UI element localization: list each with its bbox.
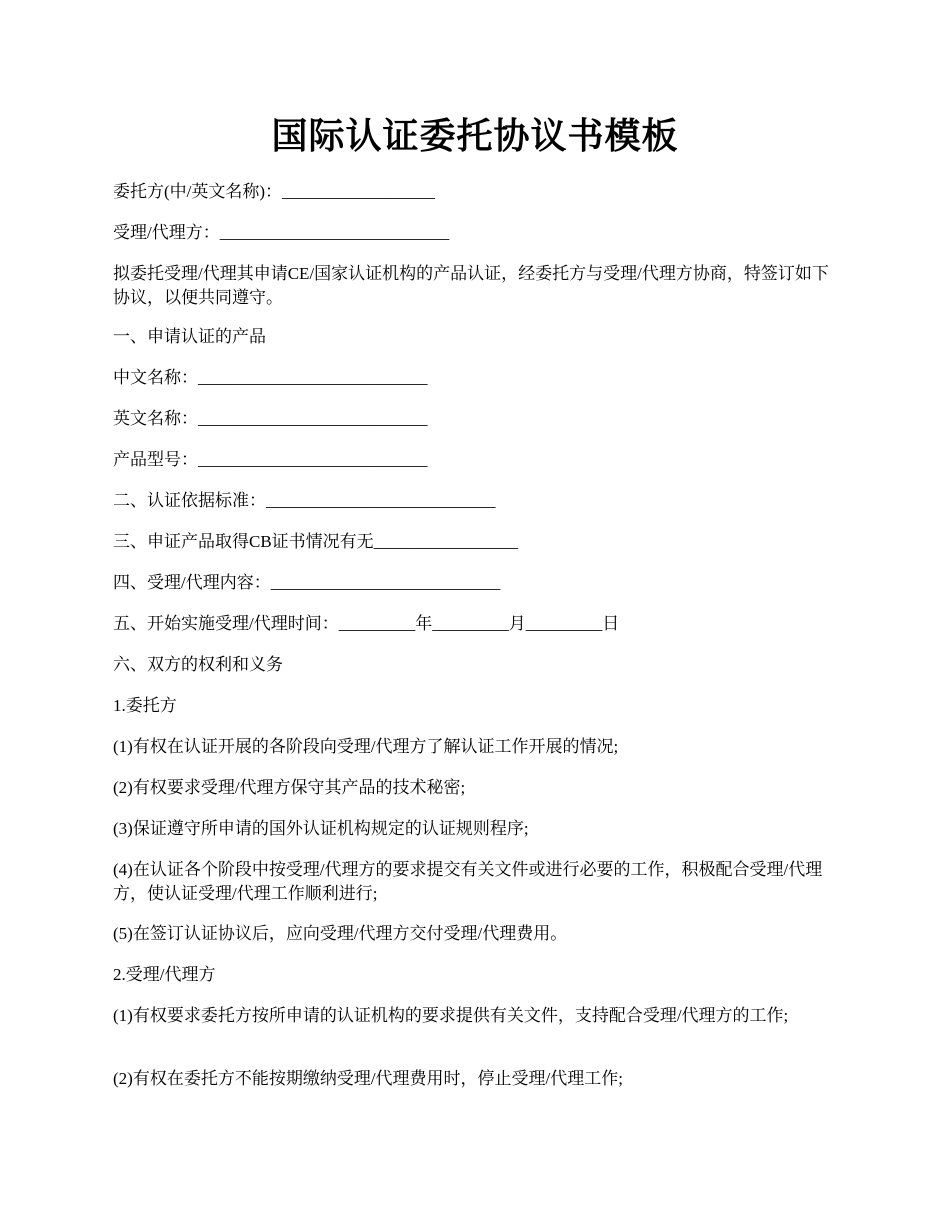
- section-heading-cb-certificate: 三、申证产品取得CB证书情况有无_________________: [113, 532, 519, 551]
- list-item: (4)在认证各个阶段中按受理/代理方的要求提交有关文件或进行必要的工作，积极配合受理/代理方，使认证受理/代理工作顺利进行;: [113, 860, 823, 903]
- paragraph-principal-name: 委托方(中/英文名称)：__________________: [113, 182, 436, 201]
- list-item: (2)有权在委托方不能按期缴纳受理/代理费用时，停止受理/代理工作;: [113, 1069, 623, 1088]
- paragraph-chinese-name: 中文名称：___________________________: [113, 368, 428, 387]
- section-heading-start-date: 五、开始实施受理/代理时间：_________年_________月_________日: [113, 614, 620, 633]
- section-heading-products: 一、申请认证的产品: [113, 327, 266, 346]
- list-item: (2)有权要求受理/代理方保守其产品的技术秘密;: [113, 778, 466, 797]
- paragraph-agent-name: 受理/代理方：___________________________: [113, 223, 450, 242]
- paragraph-intro: 拟委托受理/代理其申请CE/国家认证机构的产品认证，经委托方与受理/代理方协商，特签订如下协议，以便共同遵守。: [113, 264, 829, 307]
- subsection-agent: 2.受理/代理方: [113, 965, 216, 984]
- section-heading-rights-obligations: 六、双方的权利和义务: [113, 655, 283, 674]
- subsection-principal: 1.委托方: [113, 696, 177, 715]
- paragraph-product-model: 产品型号：___________________________: [113, 450, 428, 469]
- document-title: 国际认证委托协议书模板: [271, 116, 679, 156]
- list-item: (5)在签订认证协议后，应向受理/代理方交付受理/代理费用。: [113, 924, 568, 943]
- list-item: (3)保证遵守所申请的国外认证机构规定的认证规则程序;: [113, 819, 529, 838]
- list-item: (1)有权要求委托方按所申请的认证机构的要求提供有关文件，支持配合受理/代理方的工作;: [113, 1006, 789, 1025]
- list-item: (1)有权在认证开展的各阶段向受理/代理方了解认证工作开展的情况;: [113, 737, 619, 756]
- section-heading-agency-content: 四、受理/代理内容：___________________________: [113, 573, 501, 592]
- section-heading-standards: 二、认证依据标准：___________________________: [113, 491, 496, 510]
- paragraph-english-name: 英文名称：___________________________: [113, 409, 428, 428]
